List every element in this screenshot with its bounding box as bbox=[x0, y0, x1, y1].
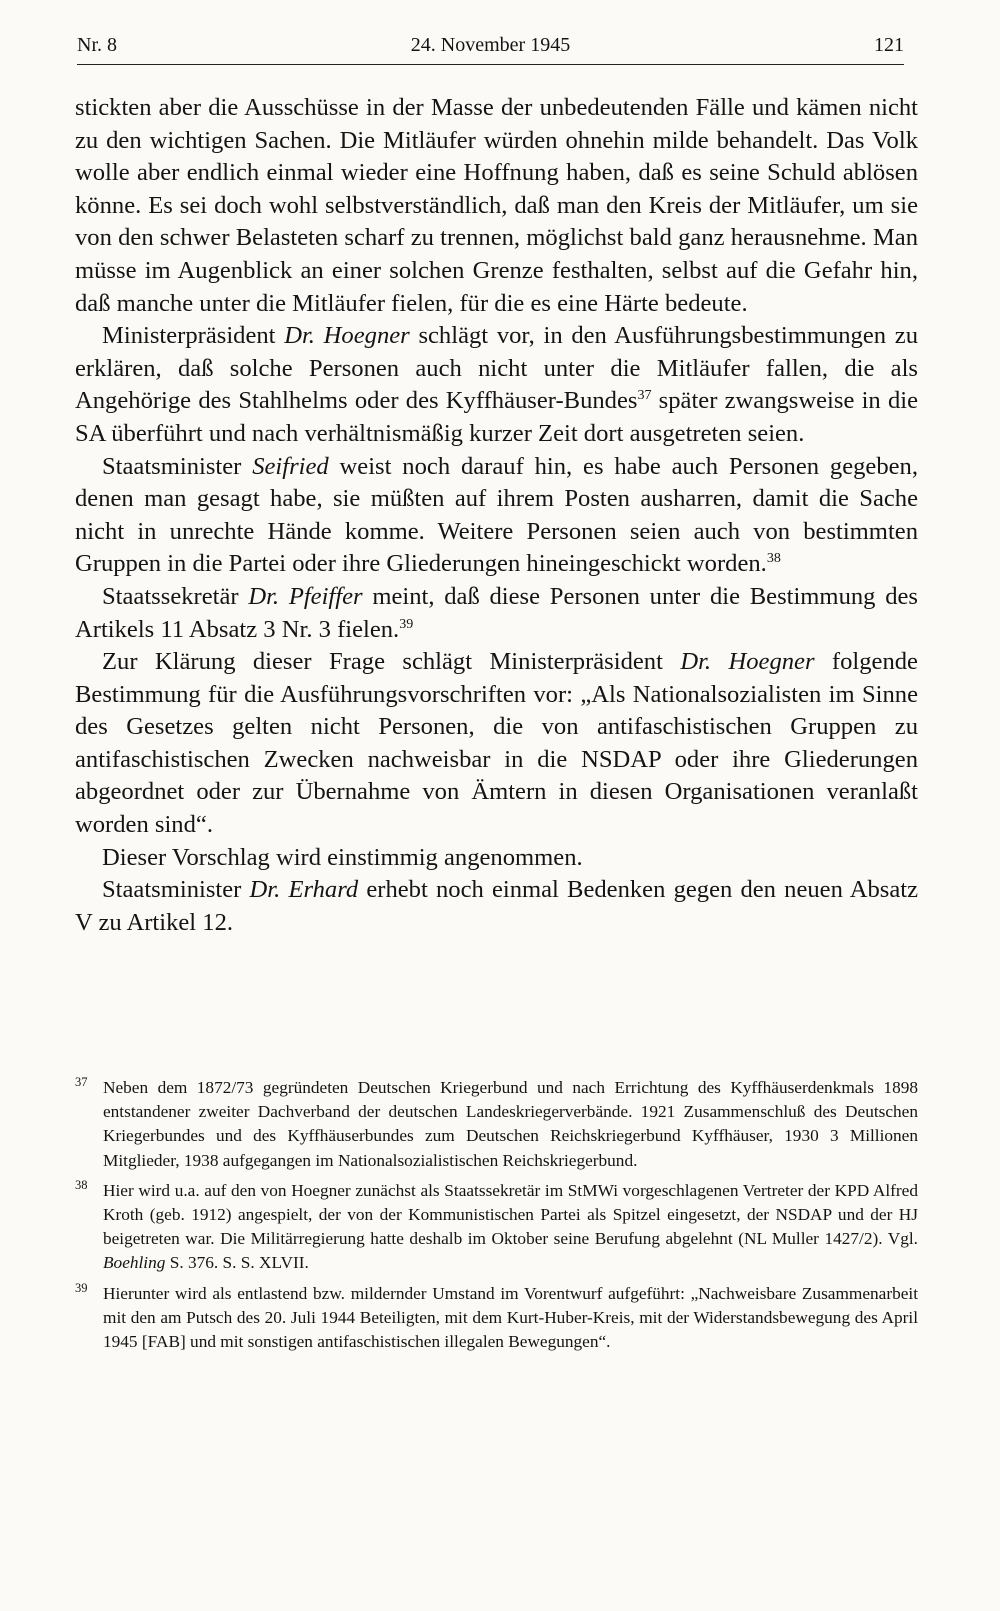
paragraph-6-text: Dieser Vorschlag wird einstimmig angenommen. bbox=[102, 843, 583, 871]
page-number: 121 bbox=[874, 34, 904, 56]
footnote-37 bbox=[75, 1076, 918, 1173]
footnote-number: 38 bbox=[75, 1177, 88, 1192]
paragraph-6 bbox=[75, 842, 918, 875]
paragraph-5-text: Zur Klärung dieser Frage schlägt Ministerpräsident bbox=[102, 648, 681, 676]
footnote-text: Hier wird u.a. auf den von Hoegner zunächst als Staatssekretär im StMWi vorgeschlagenen Vertreter der KPD Alfred Kroth (geb. 1912) angespielt, der von der Kommunistischen Partei als Spitzel eingesetzt, der NSDAP und der HJ beigetreten war. Die Militärregierung hatte deshalb im Oktober seine Berufung abgelehnt (NL Muller 1427/2). Vgl. bbox=[103, 1180, 918, 1249]
footnote-text: Neben dem 1872/73 gegründeten Deutschen Kriegerbund und nach Errichtung des Kyffhäuserdenkmals 1898 entstandener zweiter Dachverband der deutschen Landeskriegerverbände. 1921 Zusammenschluß des Deutschen Kriegerbundes und des Kyffhäuserbundes zum Deutschen Reichskriegerbund Kyffhäuser, 1930 3 Millionen Mitglieder, 1938 aufgegangen im Nationalsozialistischen Reichskriegerbund. bbox=[103, 1078, 918, 1170]
paragraph-3-text: weist noch darauf hin, es habe auch Personen gegeben, denen man gesagt habe, sie müßten auf ihrem Posten ausharren, damit die Sache nicht in unrechte Hände komme. Weitere Personen seien auch von bestimmten Gruppen in die Partei oder ihre Gliederungen hineingeschickt worden. bbox=[75, 452, 918, 578]
paragraph-4 bbox=[75, 581, 918, 646]
footnote-text: Hierunter wird als entlastend bzw. mildernder Umstand im Vorentwurf aufgeführt: „Nachweisbare Zusammenarbeit mit den am Putsch des 20. Juli 1944 Beteiligten, mit dem Kurt-Huber-Kreis, mit der Widerstandsbewegung des April 1945 [FAB] und mit sonstigen antifaschistischen illegalen Bewegungen“. bbox=[103, 1283, 918, 1352]
citation-author: Boehling bbox=[103, 1253, 166, 1273]
speaker-name: Dr. Hoegner bbox=[284, 322, 410, 350]
paragraph-4-text: meint, daß diese Personen unter die Bestimmung des Artikels 11 Absatz 3 Nr. 3 fielen. bbox=[75, 582, 918, 643]
footnote-38 bbox=[75, 1179, 918, 1276]
paragraph-1 bbox=[75, 92, 918, 320]
paragraph-5-text-end: folgende Bestimmung für die Ausführungsvorschriften vor: „Als Nationalsozialisten im Sinne des Gesetzes gelten nicht Personen, die von antifaschistischen Gruppen zu antifaschistischen Zwecken nachweisbar in die NSDAP oder ihre Gliederungen abgeordnet oder zur Übernahme von Ämtern in diesen Organisationen veranlaßt worden sind“. bbox=[75, 648, 918, 839]
footnote-39 bbox=[75, 1282, 918, 1355]
speaker-name: Dr. Pfeiffer bbox=[248, 582, 363, 610]
header-date: 24. November 1945 bbox=[410, 34, 571, 56]
paragraph-2 bbox=[75, 320, 918, 450]
speaker-title: Staatsminister bbox=[102, 876, 250, 904]
paragraph-2-text: schlägt vor, in den Ausführungsbestimmungen zu erklären, daß solche Personen auch nicht unter die Mitläufer fallen, die als Angehörige des Stahlhelms oder des Kyffhäuser-Bundes bbox=[75, 322, 918, 415]
paragraph-5 bbox=[75, 646, 918, 842]
footnote-text-end: S. 376. S. S. XLVII. bbox=[165, 1253, 309, 1273]
speaker-name: Dr. Hoegner bbox=[680, 648, 815, 676]
footnote-ref-39[interactable]: 39 bbox=[399, 616, 414, 632]
paragraph-7 bbox=[75, 874, 918, 939]
main-text bbox=[75, 92, 918, 939]
footnote-number: 37 bbox=[75, 1075, 88, 1089]
paragraph-7-text: erhebt noch einmal Bedenken gegen den neuen Absatz V zu Artikel 12. bbox=[75, 876, 918, 936]
speaker-name: Seifried bbox=[252, 452, 329, 480]
speaker-name: Dr. Erhard bbox=[249, 876, 359, 904]
speaker-title: Staatssekretär bbox=[102, 582, 249, 610]
issue-number: Nr. 8 bbox=[77, 34, 117, 56]
footnotes bbox=[75, 1076, 918, 1360]
footnote-ref-37[interactable]: 37 bbox=[637, 388, 652, 404]
paragraph-2-text-end: später zwangsweise in die SA überführt und nach verhältnismäßig kurzer Zeit dort ausgetreten seien. bbox=[75, 387, 918, 447]
running-header bbox=[77, 28, 904, 65]
footnote-ref-38[interactable]: 38 bbox=[766, 551, 781, 567]
paragraph-1-text: stickten aber die Ausschüsse in der Masse der unbedeutenden Fälle und kämen nicht zu den wichtigen Sachen. Die Mitläufer würden ohnehin milde behandelt. Das Volk wolle aber endlich einmal wieder eine Hoffnung haben, daß es seine Schuld ablösen könne. Es sei doch wohl selbstverständlich, daß man den Kreis der Mitläufer, um sie von den schwer Belasteten scharf zu trennen, möglichst bald ganz herausnehme. Man müsse im Augenblick an einer solchen Grenze festhalten, selbst auf die Gefahr hin, daß manche unter die Mitläufer fielen, für die es eine Härte bedeute. bbox=[75, 94, 918, 317]
paragraph-3 bbox=[75, 451, 918, 581]
speaker-title: Staatsminister bbox=[102, 452, 253, 480]
footnote-number: 39 bbox=[75, 1280, 88, 1295]
speaker-title: Ministerpräsident bbox=[102, 322, 285, 350]
